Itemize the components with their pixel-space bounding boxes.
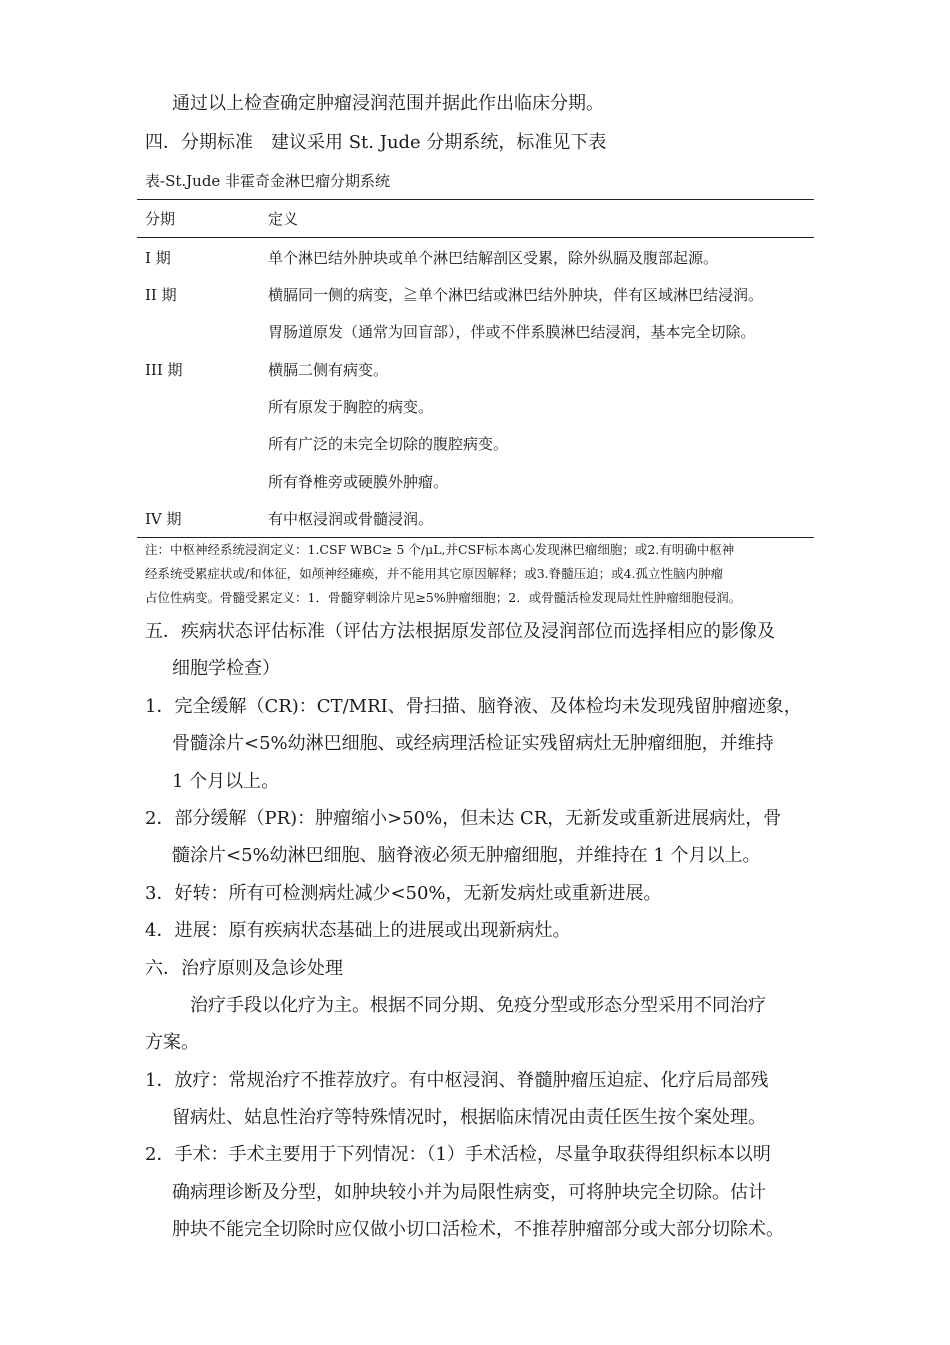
table-note-line: 经系统受累症状或/和体征，如颅神经瘫痪，并不能用其它原因解释；或3.脊髓压迫；或4.孤立性脑内肿瘤 bbox=[145, 566, 724, 581]
section-5-item-1-cont: 骨髓涂片<5%幼淋巴细胞、或经病理活检证实残留病灶无肿瘤细胞，并维持 bbox=[172, 733, 774, 754]
section-6-item-2-cont: 肿块不能完全切除时应仅做小切口活检术，不推荐肿瘤部分或大部分切除术。 bbox=[172, 1219, 784, 1240]
section-5-item-1-cont: 1 个月以上。 bbox=[172, 771, 280, 792]
table-header-rule bbox=[137, 237, 814, 238]
intro-line: 通过以上检查确定肿瘤浸润范围并据此作出临床分期。 bbox=[172, 93, 604, 114]
section-6-paragraph: 治疗手段以化疗为主。根据不同分期、免疫分型或形态分型采用不同治疗 bbox=[190, 995, 766, 1016]
table-header-stage: 分期 bbox=[145, 210, 176, 228]
section-6-heading: 六．治疗原则及急诊处理 bbox=[145, 958, 343, 979]
table-bottom-rule bbox=[137, 537, 814, 538]
table-row-definition: 所有原发于胸腔的病变。 bbox=[268, 398, 434, 416]
section-6-item-1-cont: 留病灶、姑息性治疗等特殊情况时，根据临床情况由责任医生按个案处理。 bbox=[172, 1107, 766, 1128]
section-6-item-1: 1．放疗：常规治疗不推荐放疗。有中枢浸润、脊髓肿瘤压迫症、化疗后局部残 bbox=[145, 1070, 769, 1091]
table-note-line: 占位性病变。骨髓受累定义：1．骨髓穿刺涂片见≥5%肿瘤细胞；2．或骨髓活检发现局灶性肿瘤细胞侵润。 bbox=[145, 590, 742, 605]
table-row-stage: I 期 bbox=[145, 249, 171, 267]
table-row-stage: IV 期 bbox=[145, 510, 182, 528]
table-row-definition: 横膈同一侧的病变，≧单个淋巴结或淋巴结外肿块，伴有区域淋巴结浸润。 bbox=[268, 286, 764, 304]
table-row-definition: 有中枢浸润或骨髓浸润。 bbox=[268, 510, 434, 528]
table-note-line: 注：中枢神经系统浸润定义：1.CSF WBC≥ 5 个/μL,并CSF标本离心发现淋巴瘤细胞；或2.有明确中枢神 bbox=[145, 542, 735, 557]
table-row-stage: III 期 bbox=[145, 361, 183, 379]
table-row-stage: II 期 bbox=[145, 286, 177, 304]
table-header-definition: 定义 bbox=[268, 210, 299, 228]
section-5-heading-cont: 细胞学检查） bbox=[172, 658, 280, 679]
table-row-definition: 所有广泛的未完全切除的腹腔病变。 bbox=[268, 435, 509, 453]
section-5-item-2: 2．部分缓解（PR)：肿瘤缩小>50%，但未达 CR，无新发或重新进展病灶，骨 bbox=[145, 808, 782, 829]
section-6-item-2-cont: 确病理诊断及分型，如肿块较小并为局限性病变，可将肿块完全切除。估计 bbox=[172, 1182, 766, 1203]
table-row-definition: 横膈二侧有病变。 bbox=[268, 361, 389, 379]
section-5-item-1: 1．完全缓解（CR)：CT/MRI、骨扫描、脑脊液、及体检均未发现残留肿瘤迹象， bbox=[145, 696, 802, 717]
table-row-definition: 所有脊椎旁或硬膜外肿瘤。 bbox=[268, 473, 449, 491]
section-6-paragraph-cont: 方案。 bbox=[145, 1032, 199, 1053]
section-4-heading: 四．分期标准 建议采用 St. Jude 分期系统，标准见下表 bbox=[145, 132, 607, 153]
table-row-definition: 胃肠道原发（通常为回盲部），伴或不伴系膜淋巴结浸润，基本完全切除。 bbox=[268, 323, 756, 341]
table-row-definition: 单个淋巴结外肿块或单个淋巴结解剖区受累，除外纵膈及腹部起源。 bbox=[268, 249, 719, 267]
table-top-rule bbox=[137, 199, 814, 200]
section-5-item-3: 3．好转：所有可检测病灶减少<50%，无新发病灶或重新进展。 bbox=[145, 883, 662, 904]
section-5-item-2-cont: 髓涂片<5%幼淋巴细胞、脑脊液必须无肿瘤细胞，并维持在 1 个月以上。 bbox=[172, 845, 761, 866]
section-5-heading: 五．疾病状态评估标准（评估方法根据原发部位及浸润部位而选择相应的影像及 bbox=[145, 621, 775, 642]
section-5-item-4: 4．进展：原有疾病状态基础上的进展或出现新病灶。 bbox=[145, 920, 571, 941]
section-6-item-2: 2．手术：手术主要用于下列情况：（1）手术活检，尽量争取获得组织标本以明 bbox=[145, 1144, 771, 1165]
table-caption: 表-St.Jude 非霍奇金淋巴瘤分期系统 bbox=[145, 172, 391, 190]
